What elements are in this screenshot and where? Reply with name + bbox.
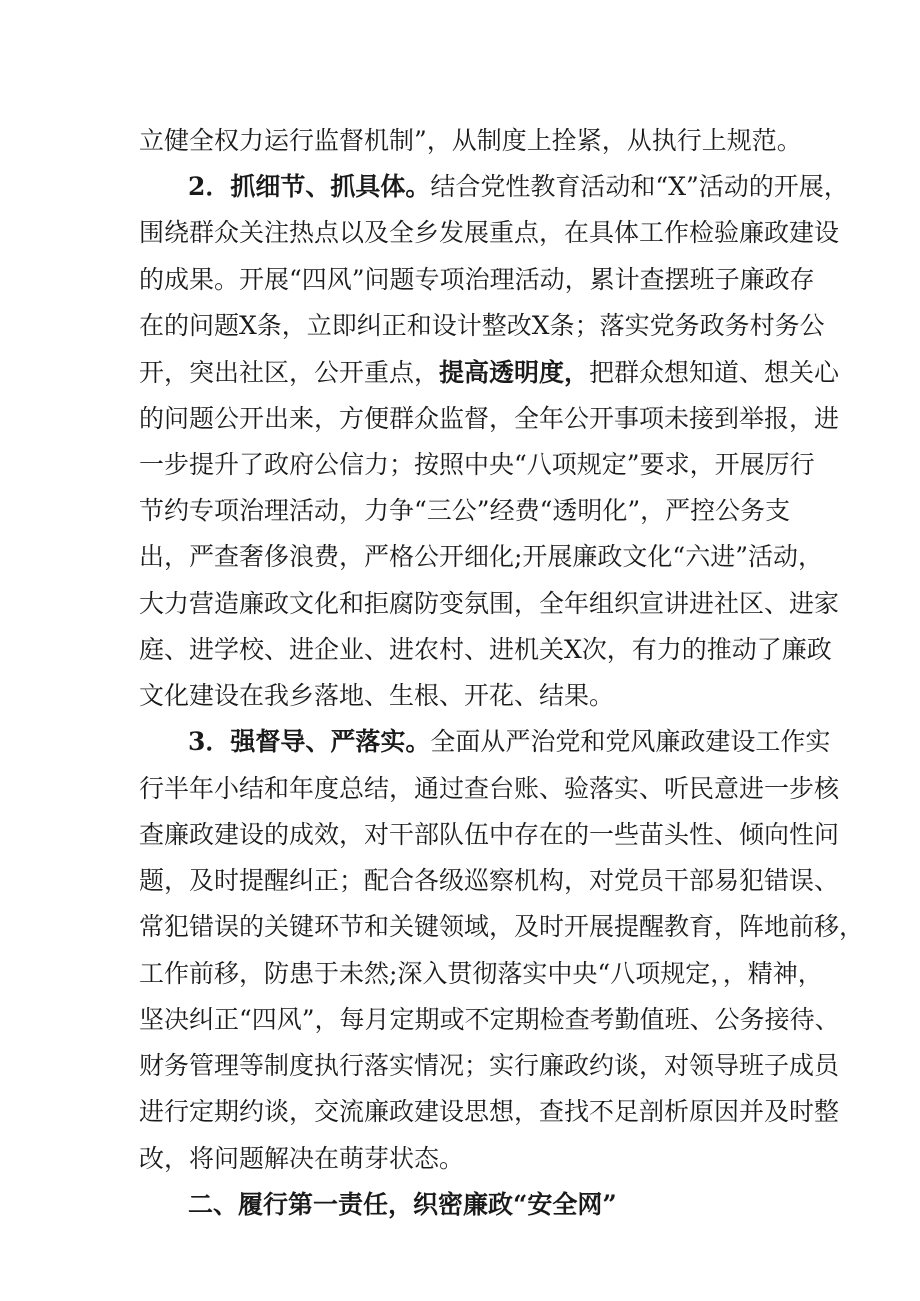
text-line: 大力营造廉政文化和拒腐防变氛围，全年组织宣讲进社区、进家 xyxy=(139,589,840,618)
text-line xyxy=(0,356,920,390)
text-line: 立健全权力运行监督机制”，从制度上拴紧，从执行上规范。 xyxy=(139,126,802,155)
text-line: 查廉政建设的成效，对干部队伍中存在的一些苗头性、倾向性问 xyxy=(139,820,840,849)
text-segment: 把群众想知道、想关心 xyxy=(589,358,840,387)
emphasis-text: 提高透明度， xyxy=(439,358,590,387)
text-line: 题，及时提醒纠正；配合各级巡察机构，对党员干部易犯错误、 xyxy=(139,866,840,895)
text-line: 行半年小结和年度总结，通过查台账、验落实、听民意进一步核 xyxy=(139,774,840,803)
text-line: 常犯错误的关键环节和关键领域，及时开展提醒教育，阵地前移， xyxy=(139,912,865,941)
text-line: 进行定期约谈，交流廉政建设思想，查找不足剖析原因并及时整 xyxy=(139,1097,840,1126)
paragraph-3-text: 全面从严治党和党风廉政建设工作实 xyxy=(430,727,831,756)
text-line: 的成果。开展“四风”问题专项治理活动，累计查摆班子廉政存 xyxy=(139,265,815,294)
text-line: 庭、进学校、进企业、进农村、进机关X次，有力的推动了廉政 xyxy=(139,635,832,664)
paragraph-2-heading: 2．抓细节、抓具体。 xyxy=(188,172,431,201)
text-line: 财务管理等制度执行落实情况；实行廉政约谈，对领导班子成员 xyxy=(139,1051,840,1080)
text-line: 的问题公开出来，方便群众监督，全年公开事项未接到举报，进 xyxy=(139,404,840,433)
paragraph-3-first-line xyxy=(0,725,920,759)
text-line: 在的问题X条，立即纠正和设计整改X条；落实党务政务村务公 xyxy=(139,311,825,340)
text-line: 文化建设在我乡落地、生根、开花、结果。 xyxy=(139,681,615,710)
text-line: 出，严查奢侈浪费，严格公开细化;开展廉政文化“六进”活动， xyxy=(139,542,823,571)
paragraph-2-first-line xyxy=(0,170,920,204)
text-line: 工作前移，防患于未然;深入贯彻落实中央“八项规定，，精神， xyxy=(139,959,823,988)
text-line: 节约专项治理活动，力争“三公”经费“透明化”，严控公务支 xyxy=(139,496,791,525)
text-line: 一步提升了政府公信力；按照中央“八项规定”要求，开展厉行 xyxy=(139,450,815,479)
text-segment: 开，突出社区，公开重点， xyxy=(139,358,440,387)
text-line: 坚决纠正“四风”，每月定期或不定期检查考勤值班、公务接待、 xyxy=(139,1005,840,1034)
text-line: 改，将问题解决在萌芽状态。 xyxy=(139,1144,465,1173)
paragraph-3-heading: 3．强督导、严落实。 xyxy=(188,727,431,756)
paragraph-2-text: 结合党性教育活动和“X”活动的开展， xyxy=(430,172,849,201)
section-heading: 二、履行第一责任，织密廉政“安全网” xyxy=(188,1190,617,1219)
text-line: 围绕群众关注热点以及全乡发展重点，在具体工作检验廉政建设 xyxy=(139,218,840,247)
